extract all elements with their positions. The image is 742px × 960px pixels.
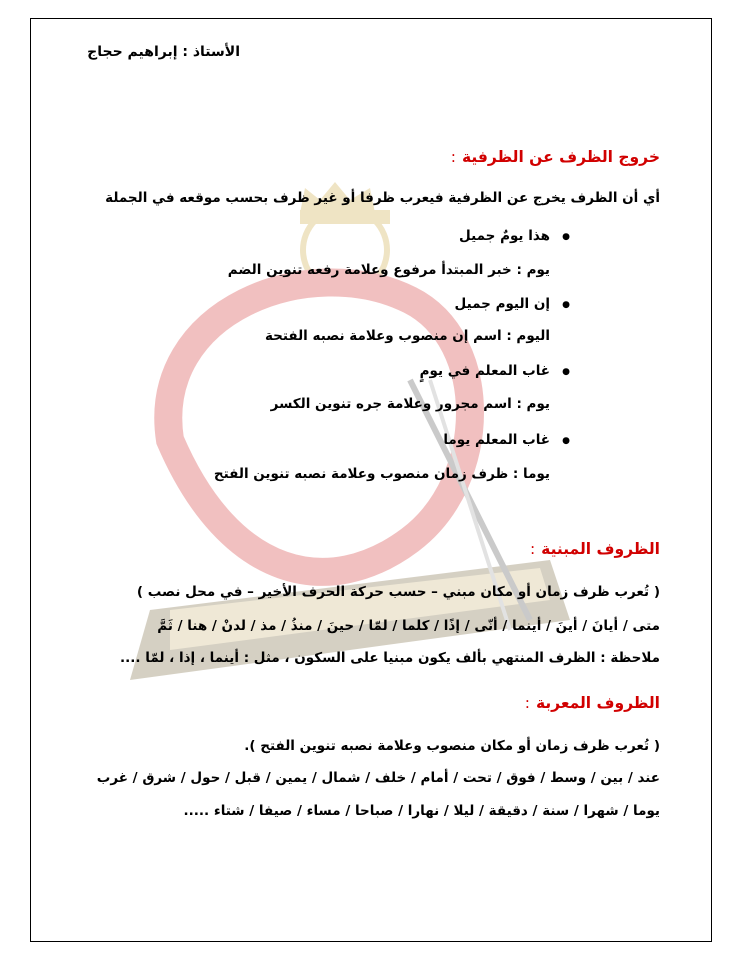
section3-colon: : [524,694,530,712]
section1-title: خروج الظرف عن الظرفية [462,148,660,166]
example-1-sentence: ● هذا يومٌ جميل [459,228,550,244]
example-1-analysis: يوم : خبر المبتدأ مرفوع وعلامة رفعه تنوين الضم [227,262,550,278]
section2-note: ملاحظة : الظرف المنتهي بألف يكون مبنيا على السكون ، مثل : أينما ، إذا ، لمّا .... [120,650,660,666]
section3-list1: عند / بين / وسط / فوق / تحت / أمام / خلف / شمال / يمين / قبل / حول / شرق / غرب [96,770,660,786]
example-4-sentence: ● غاب المعلم يوما [443,432,550,448]
example-2-analysis: اليوم : اسم إن منصوب وعلامة نصبه الفتحة [264,328,550,344]
section3-title: الظروف المعربة [535,694,660,712]
section3-list2: يوما / شهرا / سنة / دقيقة / ليلا / نهارا / صباحا / مساء / صيفا / شتاء ..... [183,803,660,819]
section2-rule: ( تُعرب ظرف زمان أو مكان مبني – حسب حركة الحرف الأخير – في محل نصب ) [136,584,660,600]
example-3-analysis: يوم : اسم مجرور وعلامة جره تنوين الكسر [270,396,550,412]
section1-colon: : [450,148,457,166]
document-body [40,0,660,940]
example-2-sentence: ● إن اليوم جميل [455,296,550,312]
section3-rule: ( تُعرب ظرف زمان أو مكان منصوب وعلامة نصبه تنوين الفتح ). [244,738,660,754]
section2-title: الظروف المبنية [541,540,660,558]
section1-definition: أي أن الظرف يخرج عن الظرفية فيعرب ظرفا أو غير ظرف بحسب موقعه في الجملة [105,190,660,206]
teacher-name: الأستاذ : إبراهيم حجاج [87,44,240,60]
section2-colon: : [529,540,536,558]
example-4-analysis: يوما : ظرف زمان منصوب وعلامة نصبه تنوين الفتح [213,466,550,482]
section2-heading [530,540,660,558]
section1-heading [451,148,660,166]
section3-heading [525,694,660,712]
section2-list: متى / أيانَ / أينَ / أينما / أنّى / إذًا / كلما / لمّا / حينَ / منذُ / مذ / لدنْ / هنا / ثَمَّ [157,618,660,634]
example-3-sentence: ● غاب المعلم في يومٍ [420,363,550,379]
